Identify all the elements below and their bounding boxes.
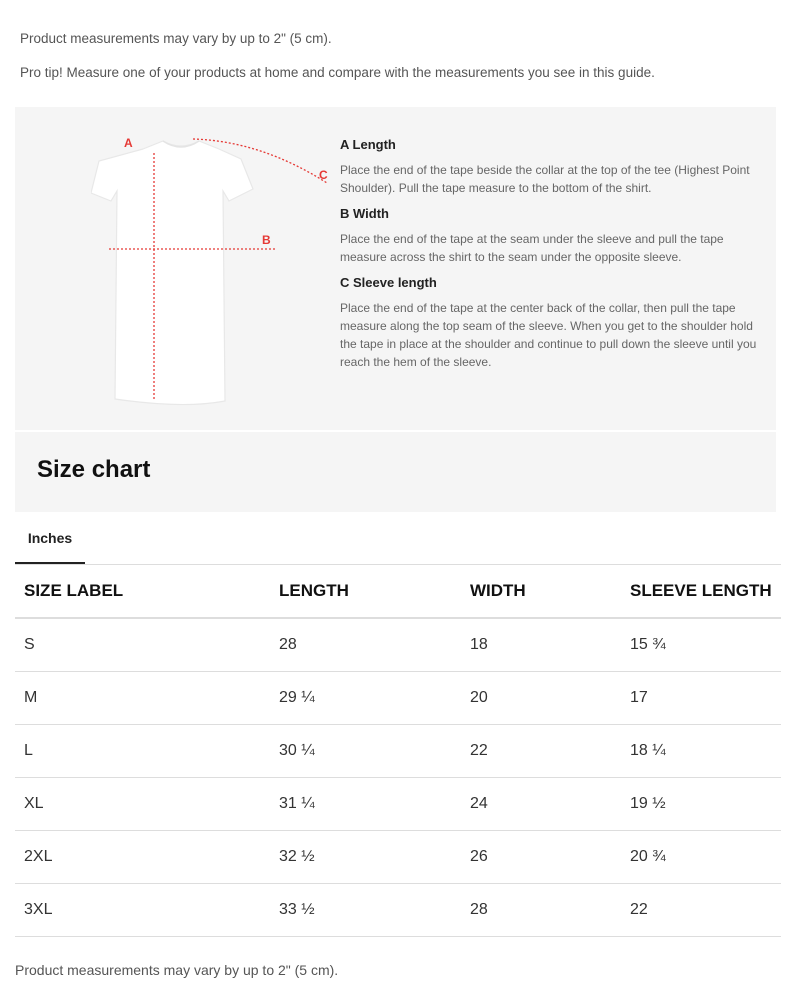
length-cell: 33 ½ (270, 884, 461, 937)
size-chart-header (15, 432, 776, 512)
sleeve-cell: 20 ¾ (621, 831, 781, 884)
footer-variance-note: Product measurements may vary by up to 2" (5 cm). (15, 962, 339, 978)
length-cell: 30 ¼ (270, 725, 461, 778)
sleeve-instruction-title: C Sleeve length (340, 275, 437, 290)
length-header: LENGTH (270, 564, 461, 618)
width-cell: 18 (461, 618, 621, 672)
sleeve-instruction-body: Place the end of the tape at the center back of the collar, then pull the tape measure along the top seam of the sleeve. When you get to the shoulder hold the tape in place at the shoulder and continue to pull down the sleeve until you reach the hem of the sleeve. (340, 301, 757, 369)
length-instruction-body: Place the end of the tape beside the collar at the top of the tee (Highest Point Shoulder). Pull the tape measure to the bottom of the shirt. (340, 163, 750, 195)
table-row (15, 725, 781, 778)
size-cell: S (15, 618, 270, 672)
sleeve-length-header: SLEEVE LENGTH (621, 564, 781, 618)
size-chart-title: Size chart (37, 456, 151, 483)
width-cell: 24 (461, 778, 621, 831)
sleeve-cell: 17 (621, 672, 781, 725)
sleeve-cell: 18 ¼ (621, 725, 781, 778)
size-cell: M (15, 672, 270, 725)
marker-b-label: B (262, 233, 271, 247)
measurement-instructions (340, 137, 760, 380)
pro-tip-note: Pro tip! Measure one of your products at home and compare with the measurements you see in this guide. (20, 65, 655, 80)
length-instruction-title: A Length (340, 137, 396, 152)
measurement-variance-note: Product measurements may vary by up to 2" (5 cm). (20, 31, 332, 46)
marker-a-label: A (124, 136, 133, 150)
measurement-guide-panel (15, 107, 776, 430)
length-cell: 32 ½ (270, 831, 461, 884)
marker-c-label: C (319, 168, 328, 182)
size-table (15, 564, 781, 937)
width-cell: 28 (461, 884, 621, 937)
table-row (15, 618, 781, 672)
table-row (15, 778, 781, 831)
size-cell: 2XL (15, 831, 270, 884)
length-cell: 28 (270, 618, 461, 672)
length-cell: 29 ¼ (270, 672, 461, 725)
tshirt-illustration (91, 131, 331, 431)
size-label-header: SIZE LABEL (15, 564, 270, 618)
size-cell: 3XL (15, 884, 270, 937)
sleeve-cell: 15 ¾ (621, 618, 781, 672)
table-header-row (15, 564, 781, 618)
tshirt-diagram (91, 131, 331, 431)
size-cell: XL (15, 778, 270, 831)
sleeve-cell: 19 ½ (621, 778, 781, 831)
tab-inches[interactable]: Inches (15, 525, 85, 564)
unit-tabs (15, 525, 781, 565)
table-row (15, 672, 781, 725)
table-row (15, 831, 781, 884)
width-cell: 26 (461, 831, 621, 884)
width-instruction-title: B Width (340, 206, 389, 221)
width-header: WIDTH (461, 564, 621, 618)
width-cell: 20 (461, 672, 621, 725)
tshirt-shape (91, 141, 253, 405)
sleeve-cell: 22 (621, 884, 781, 937)
table-row (15, 884, 781, 937)
width-cell: 22 (461, 725, 621, 778)
size-cell: L (15, 725, 270, 778)
length-cell: 31 ¼ (270, 778, 461, 831)
width-instruction-body: Place the end of the tape at the seam under the sleeve and pull the tape measure across the shirt to the seam under the opposite sleeve. (340, 232, 724, 264)
